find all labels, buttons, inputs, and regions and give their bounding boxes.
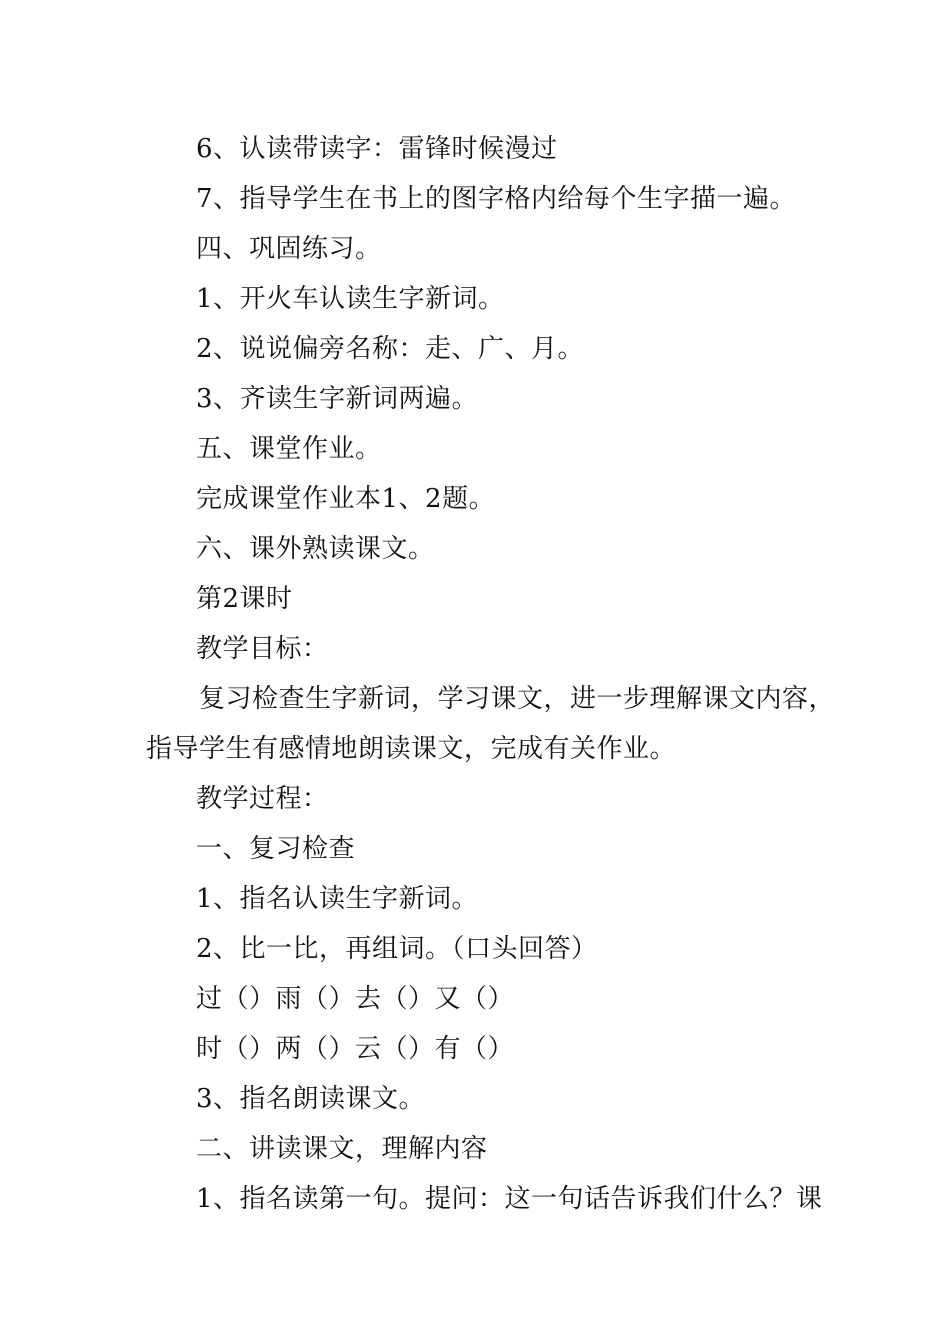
text-line: 完成课堂作业本1、2题。 bbox=[196, 484, 496, 514]
section-heading: 一、复习检查 bbox=[196, 834, 356, 864]
section-heading: 四、巩固练习。 bbox=[196, 234, 382, 264]
paragraph-line: 复习检查生字新词，学习课文，进一步理解课文内容， bbox=[199, 684, 836, 714]
text-line: 3、指名朗读课文。 bbox=[196, 1084, 426, 1114]
text-line: 教学目标： bbox=[196, 634, 329, 664]
text-line: 3、齐读生字新词两遍。 bbox=[196, 384, 479, 414]
text-line: 1、开火车认读生字新词。 bbox=[196, 284, 505, 314]
paragraph-line: 指导学生有感情地朗读课文，完成有关作业。 bbox=[146, 734, 677, 764]
text-line: 2、比一比，再组词。（口头回答） bbox=[196, 934, 598, 964]
section-heading: 六、课外熟读课文。 bbox=[196, 534, 435, 564]
text-line: 1、指名认读生字新词。 bbox=[196, 884, 479, 914]
text-line: 7、指导学生在书上的图字格内给每个生字描一遍。 bbox=[196, 184, 797, 214]
text-line: 时（）两（）云（）有（） bbox=[196, 1034, 515, 1064]
section-heading: 二、讲读课文，理解内容 bbox=[196, 1134, 488, 1164]
lesson-heading: 第2课时 bbox=[196, 584, 293, 614]
text-line: 过（）雨（）去（）又（） bbox=[196, 984, 515, 1014]
text-line: 6、认读带读字：雷锋时候漫过 bbox=[196, 134, 558, 164]
text-line: 1、指名读第一句。提问：这一句话告诉我们什么？课 bbox=[196, 1184, 823, 1214]
text-line: 教学过程： bbox=[196, 784, 329, 814]
text-line: 2、说说偏旁名称：走、广、月。 bbox=[196, 334, 585, 364]
section-heading: 五、课堂作业。 bbox=[196, 434, 382, 464]
